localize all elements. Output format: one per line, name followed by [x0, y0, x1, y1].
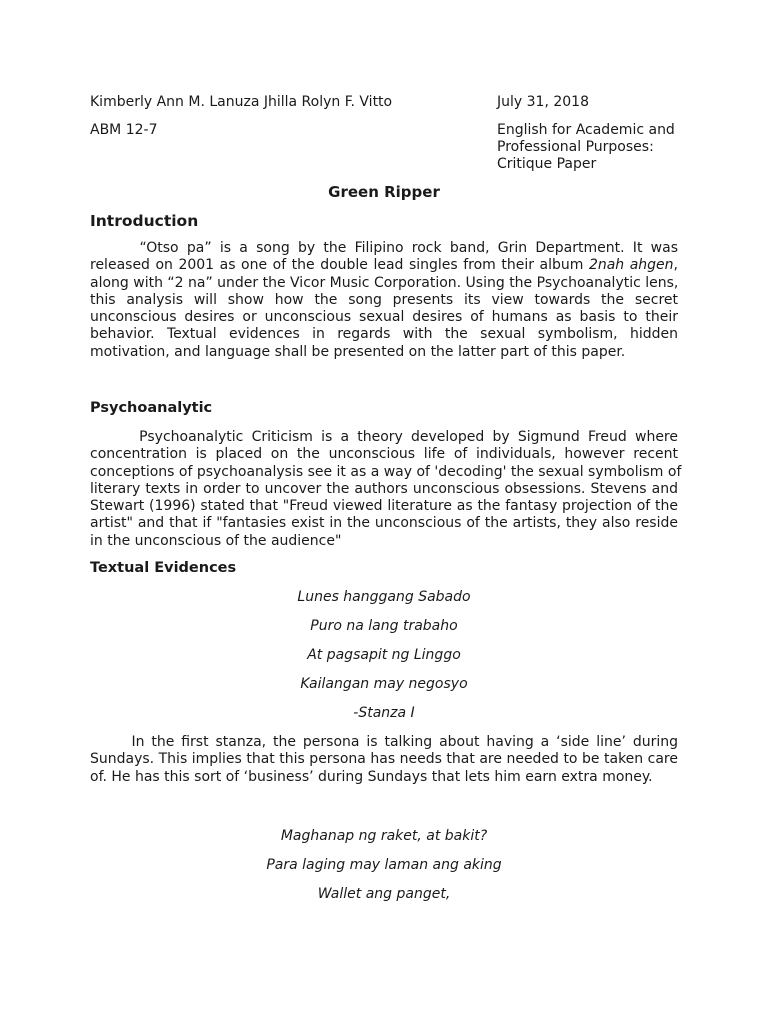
date: July 31, 2018	[497, 94, 589, 110]
class-section: ABM 12-7	[90, 122, 158, 138]
stanza-label: -Stanza I	[353, 705, 415, 721]
intro-line: “Otso pa” is a song by the Filipino rock band, Grin Department. It was	[90, 240, 678, 256]
psy-line: Stewart (1996) stated that "Freud viewed literature as the fantasy projection of the	[90, 498, 678, 515]
introduction-paragraph	[90, 240, 678, 361]
intro-line: along with “2 na” under the Vicor Music Corporation. Using the Psychoanalytic lens,	[90, 274, 679, 291]
psy-line: artist" and that if "fantasies exist in the unconscious of the artists, they also reside	[90, 515, 678, 532]
lyric-line: Lunes hanggang Sabado	[297, 589, 471, 605]
psy-line: in the unconscious of the audience"	[90, 532, 342, 549]
lyric-line: Para laging may laman ang aking	[266, 857, 502, 873]
psy-line: literary texts in order to uncover the authors unconscious obsessions. Stevens and	[90, 480, 678, 497]
lyric-line: Puro na lang trabaho	[310, 618, 458, 634]
analysis-line: In the first stanza, the persona is talking about having a ‘side line’ during	[90, 734, 678, 750]
authors: Kimberly Ann M. Lanuza Jhilla Rolyn F. Vitto	[90, 94, 393, 110]
textual-evidences-heading: Textual Evidences	[90, 560, 237, 576]
album-title: 2nah ahgen	[588, 257, 674, 274]
intro-line: behavior. Textual evidences in regards with the sexual symbolism, hidden	[90, 326, 678, 343]
introduction-heading: Introduction	[90, 212, 199, 230]
paper-title: Green Ripper	[328, 183, 440, 201]
analysis-line: Sundays. This implies that this persona has needs that are needed to be taken care	[90, 751, 678, 768]
course-line-1: English for Academic and	[497, 122, 675, 138]
psy-line: conceptions of psychoanalysis see it as a way of 'decoding' the sexual symbolism of	[90, 463, 682, 480]
psy-line: concentration is placed on the unconscious life of individuals, however recent	[90, 446, 678, 463]
intro-line: motivation, and language shall be presented on the latter part of this paper.	[90, 343, 626, 360]
lyric-line: Kailangan may negosyo	[300, 676, 468, 692]
analysis-paragraph	[90, 734, 678, 786]
psychoanalytic-paragraph	[90, 429, 682, 550]
lyric-line: At pagsapit ng Linggo	[307, 647, 461, 663]
lyric-line: Maghanap ng raket, at bakit?	[280, 828, 488, 844]
psychoanalytic-heading: Psychoanalytic	[90, 400, 213, 416]
analysis-line: of. He has this sort of ‘business’ during Sundays that lets him earn extra money.	[90, 768, 653, 785]
psy-line: Psychoanalytic Criticism is a theory developed by Sigmund Freud where	[90, 429, 678, 445]
intro-line: this analysis will show how the song presents its view towards the secret	[90, 291, 678, 308]
intro-line: unconscious desires or unconscious sexual desires of humans as basis to their	[90, 309, 678, 326]
intro-line-with-album: released on 2001 as one of the double lead singles from their album 2nah ahgen,	[90, 257, 678, 274]
lyric-line: Wallet ang panget,	[317, 886, 451, 902]
course-line-2: Professional Purposes:	[497, 139, 654, 155]
course-line-3: Critique Paper	[497, 156, 597, 172]
